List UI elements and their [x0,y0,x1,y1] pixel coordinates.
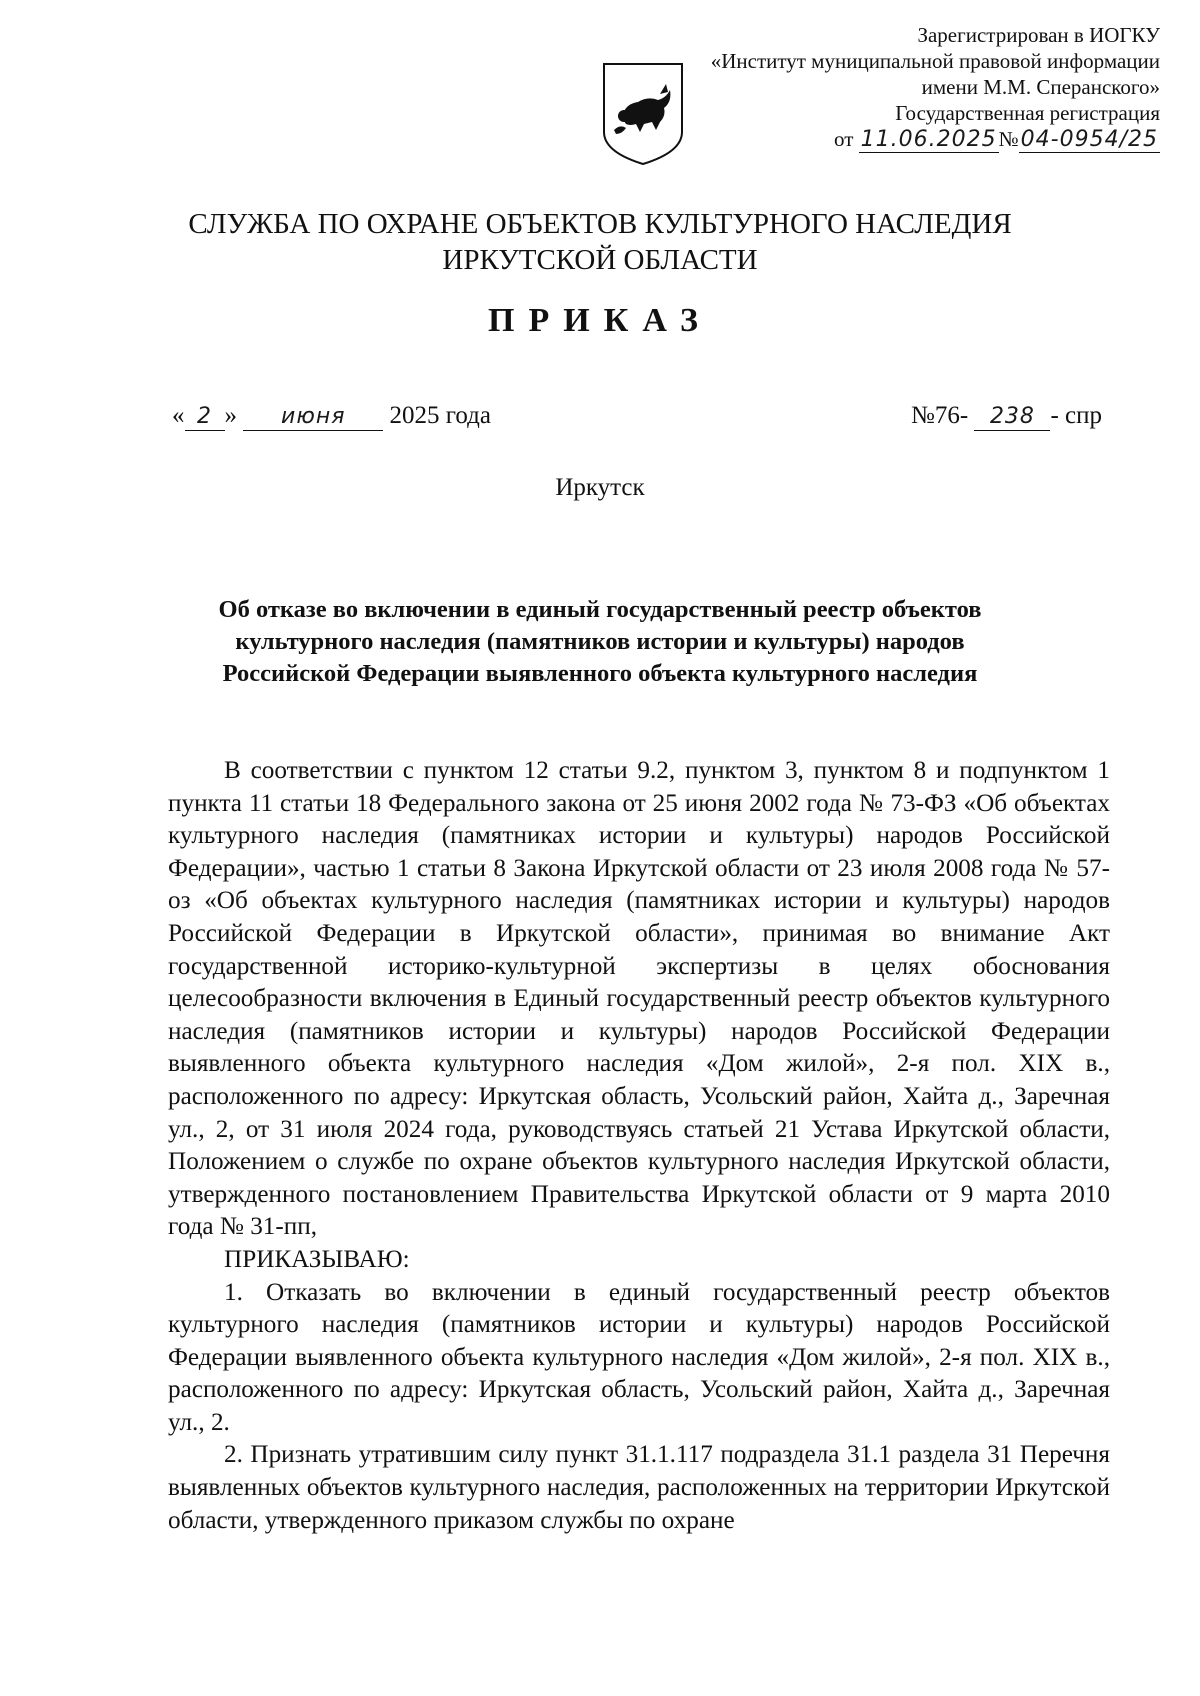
order-subject [150,594,1050,690]
number-prefix: №76- [911,402,969,429]
registration-stamp [640,22,1160,153]
date-close-quote: » [224,402,237,429]
subject-line-2: культурного наследия (памятников истории и культуры) народов [235,628,965,655]
registration-from-label: от [834,127,854,151]
registration-line-2: «Институт муниципальной правовой информации [710,49,1160,73]
order-item-2: 2. Признать утратившим силу пункт 31.1.117 подраздела 31.1 раздела 31 Перечня выявленных объектов культурного наследия, расположенных на территории Иркутской области, утвержденного приказом службы по охране [168,1441,1110,1534]
order-body [168,755,1110,1537]
registration-line-3: имени М.М. Сперанского» [921,75,1160,99]
agency-line-1: СЛУЖБА ПО ОХРАНЕ ОБЪЕКТОВ КУЛЬТУРНОГО НАСЛЕДИЯ [188,208,1012,240]
document-type-heading: ПРИКАЗ [488,302,712,339]
registration-line-4: Государственная регистрация [895,101,1160,125]
registration-number-label: № [998,127,1019,151]
registration-line-5 [640,126,1160,153]
order-date [172,402,491,431]
order-word: ПРИКАЗЫВАЮ: [224,1245,410,1273]
registration-number: 04-0954/25 [1020,127,1158,152]
order-number [911,402,1102,431]
number-handwritten: 238 [974,404,1050,431]
preamble-paragraph: В соответствии с пунктом 12 статьи 9.2, пунктом 3, пунктом 8 и подпунктом 1 пункта 11 статьи 18 Федерального закона от 25 июня 2002 года № 73-ФЗ «Об объектах культурного наследия (памятниках истории и культуры) народов Российской Федерации», частью 1 статьи 8 Закона Иркутской области от 23 июля 2008 года № 57-оз «Об объектах культурного наследия (памятниках истории и культуры) народов Российской Федерации в Иркутской области», принимая во внимание Акт государственной историко-культурной экспертизы в целях обоснования целесообразности включения в Единый государственный реестр объектов культурного наследия (памятников истории и культуры) народов Российской Федерации выявленного объекта культурного наследия «Дом жилой», 2-я пол. XIX в., расположенного по адресу: Иркутская область, Усольский район, Хайта д., Заречная ул., 2, от 31 июля 2024 года, руководствуясь статьей 21 Устава Иркутской области, Положением о службе по охране объектов культурного наследия Иркутской области, утвержденного постановлением Правительства Иркутской области от 9 марта 2010 года № 31-пп, [168,757,1110,1241]
date-day: 2 [185,404,225,431]
number-suffix: - спр [1050,402,1102,429]
agency-line-2: ИРКУТСКОЙ ОБЛАСТИ [442,244,758,276]
city-name: Иркутск [555,474,645,501]
subject-line-1: Об отказе во включении в единый государственный реестр объектов [218,596,982,623]
date-open-quote: « [172,402,185,429]
order-item-1: 1. Отказать во включении в единый государственный реестр объектов культурного наследия (памятников истории и культуры) народов Российской Федерации выявленного объекта культурного наследия «Дом жилой», 2-я пол. XIX в., расположенного по адресу: Иркутская область, Усольский район, Хайта д., Заречная ул., 2. [168,1278,1110,1436]
registration-line-1: Зарегистрирован в ИОГКУ [917,23,1160,47]
registration-date: 11.06.2025 [860,127,997,152]
agency-name [0,206,1200,278]
date-year: 2025 года [389,402,491,429]
subject-line-3: Российской Федерации выявленного объекта культурного наследия [222,660,978,687]
date-month: июня [243,404,383,431]
